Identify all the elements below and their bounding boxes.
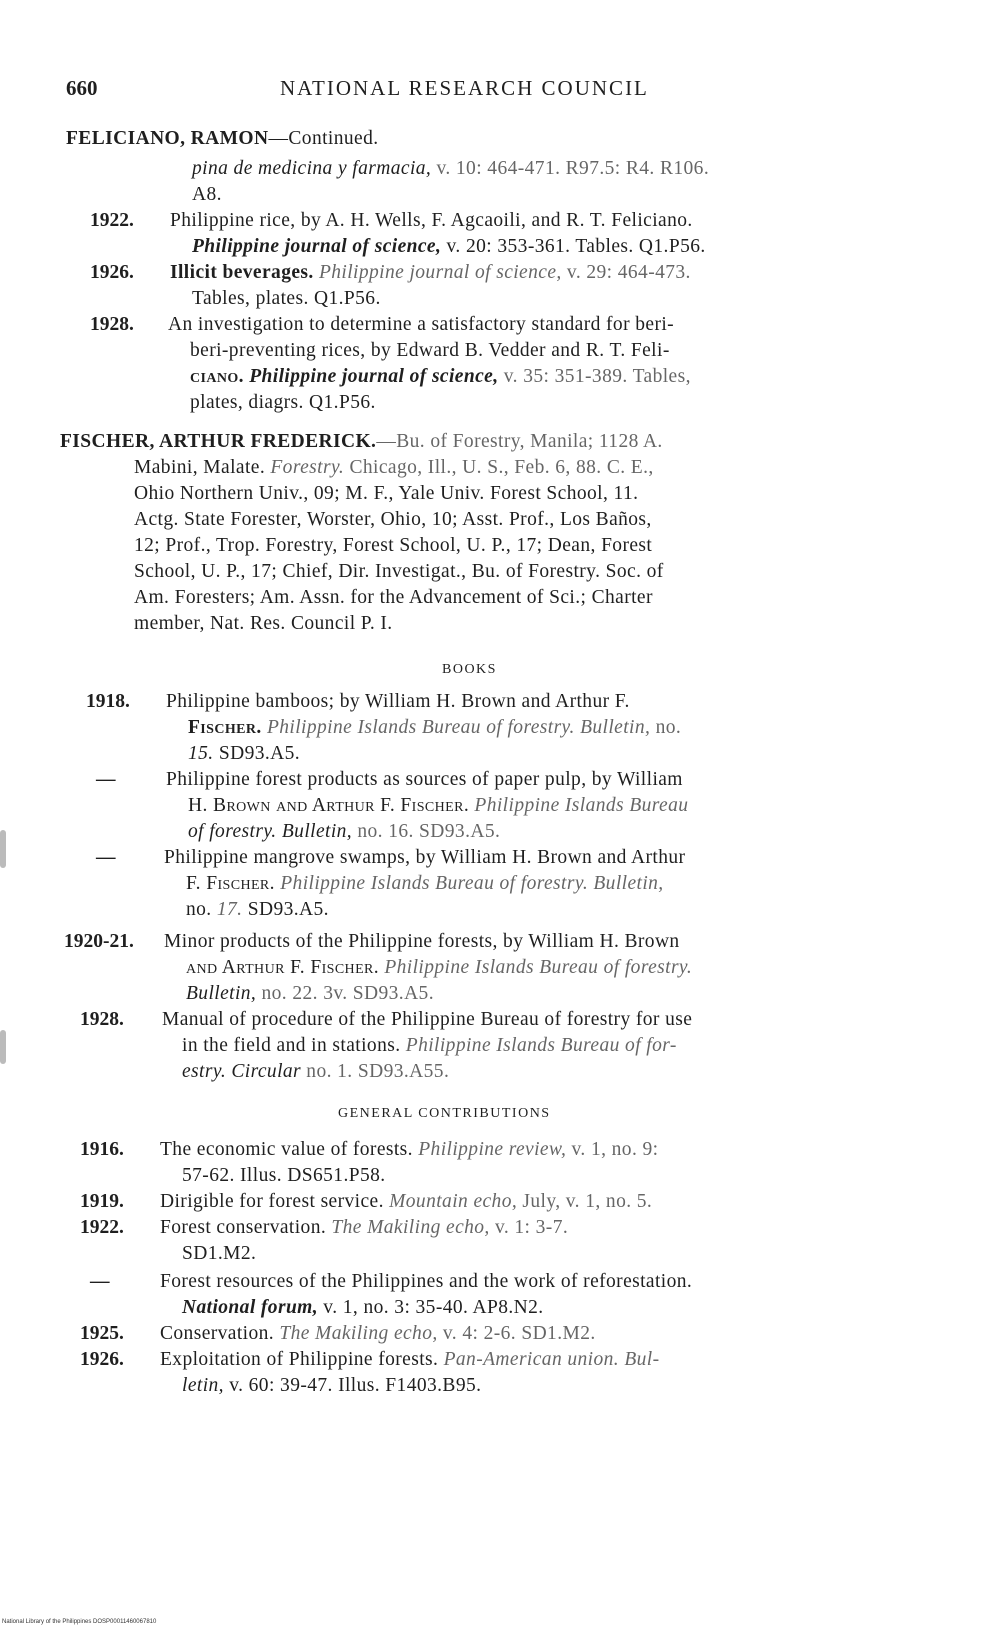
entry-dash: —: [96, 769, 116, 790]
scan-smudge: [0, 830, 6, 868]
text-line: Am. Foresters; Am. Assn. for the Advancement of Sci.; Charter: [134, 587, 653, 608]
text-line: Philippine rice, by A. H. Wells, F. Agcaoili, and R. T. Feliciano.: [170, 210, 693, 231]
page-number: 660: [66, 76, 98, 100]
text-line: letin, v. 60: 39-47. Illus. F1403.B95.: [182, 1375, 482, 1396]
text-line: no. 17. SD93.A5.: [186, 899, 329, 920]
text-line: F. Fischer. Philippine Islands Bureau of forestry. Bulletin,: [186, 873, 664, 894]
section-heading-general: GENERAL CONTRIBUTIONS: [338, 1106, 551, 1121]
running-title: NATIONAL RESEARCH COUNCIL: [280, 76, 649, 100]
text-line: An investigation to determine a satisfactory standard for beri-: [168, 314, 675, 335]
text-line: 12; Prof., Trop. Forestry, Forest School, U. P., 17; Dean, Forest: [134, 535, 653, 556]
text-line: SD1.M2.: [182, 1243, 257, 1264]
text-line: Ohio Northern Univ., 09; M. F., Yale Univ. Forest School, 11.: [134, 483, 639, 504]
entry-dash: —: [90, 1271, 110, 1292]
text-line: A8.: [192, 184, 222, 205]
entry-dash: —: [96, 847, 116, 868]
text-line: beri-preventing rices, by Edward B. Vedder and R. T. Feli-: [190, 340, 670, 361]
entry-year: 1920-21.: [64, 931, 134, 952]
text-line: pina de medicina y farmacia, v. 10: 464-471. R97.5: R4. R106.: [192, 158, 710, 179]
text-line: School, U. P., 17; Chief, Dir. Investigat., Bu. of Forestry. Soc. of: [134, 561, 664, 582]
text-line: Conservation. The Makiling echo, v. 4: 2-6. SD1.M2.: [160, 1323, 596, 1344]
text-line: Philippine bamboos; by William H. Brown and Arthur F.: [166, 691, 630, 712]
text-line: Forest conservation. The Makiling echo, v. 1: 3-7.: [160, 1217, 569, 1238]
text-line: estry. Circular no. 1. SD93.A55.: [182, 1061, 450, 1082]
text-line: Fischer. Philippine Islands Bureau of forestry. Bulletin, no.: [188, 717, 682, 738]
entry-year: 1925.: [80, 1323, 124, 1344]
section-heading-books: BOOKS: [442, 662, 497, 677]
text-line: The economic value of forests. Philippine review, v. 1, no. 9:: [160, 1139, 659, 1160]
scan-smudge: [0, 1030, 6, 1064]
text-line: H. Brown and Arthur F. Fischer. Philippine Islands Bureau: [188, 795, 689, 816]
text-line: 15. SD93.A5.: [188, 743, 301, 764]
entry-year: 1918.: [86, 691, 130, 712]
text-line: National forum, v. 1, no. 3: 35-40. AP8.N2.: [182, 1297, 544, 1318]
text-line: Exploitation of Philippine forests. Pan-American union. Bul-: [160, 1349, 660, 1370]
entry-year: 1916.: [80, 1139, 124, 1160]
text-line: of forestry. Bulletin, no. 16. SD93.A5.: [188, 821, 501, 842]
entry-year: 1926.: [80, 1349, 124, 1370]
text-line: Philippine mangrove swamps, by William H. Brown and Arthur: [164, 847, 686, 868]
text-line: Tables, plates. Q1.P56.: [192, 288, 381, 309]
text-line: 57-62. Illus. DS651.P58.: [182, 1165, 386, 1186]
text-line: member, Nat. Res. Council P. I.: [134, 613, 393, 634]
text-line: ciano. Philippine journal of science, v. 35: 351-389. Tables,: [190, 366, 691, 387]
text-line: Minor products of the Philippine forests, by William H. Brown: [164, 931, 680, 952]
entry-year: 1922.: [80, 1217, 124, 1238]
text-line: Philippine journal of science, v. 20: 353-361. Tables. Q1.P56.: [192, 236, 706, 257]
entry-year: 1926.: [90, 262, 134, 283]
text-line: Dirigible for forest service. Mountain echo, July, v. 1, no. 5.: [160, 1191, 653, 1212]
text-line: Manual of procedure of the Philippine Bureau of forestry for use: [162, 1009, 693, 1030]
entry-year: 1928.: [80, 1009, 124, 1030]
entry-heading-feliciano: FELICIANO, RAMON—Continued.: [66, 128, 379, 149]
text-line: plates, diagrs. Q1.P56.: [190, 392, 376, 413]
text-line: Philippine forest products as sources of paper pulp, by William: [166, 769, 683, 790]
text-line: and Arthur F. Fischer. Philippine Islands Bureau of forestry.: [186, 957, 693, 978]
entry-year: 1919.: [80, 1191, 124, 1212]
scan-footer: National Library of the Philippines DOSP00011460067810: [2, 1619, 157, 1625]
text-line: Actg. State Forester, Worster, Ohio, 10; Asst. Prof., Los Baños,: [134, 509, 652, 530]
text-line: Mabini, Malate. Forestry. Chicago, Ill., U. S., Feb. 6, 88. C. E.,: [134, 457, 654, 478]
text-line: Forest resources of the Philippines and the work of reforestation.: [160, 1271, 693, 1292]
text-line: Bulletin, no. 22. 3v. SD93.A5.: [186, 983, 434, 1004]
text-line: Illicit beverages. Philippine journal of science, v. 29: 464-473.: [170, 262, 691, 283]
entry-year: 1922.: [90, 210, 134, 231]
entry-heading-fischer: FISCHER, ARTHUR FREDERICK.—Bu. of Forestry, Manila; 1128 A.: [60, 431, 663, 452]
entry-year: 1928.: [90, 314, 134, 335]
text-line: in the field and in stations. Philippine Islands Bureau of for-: [182, 1035, 677, 1056]
